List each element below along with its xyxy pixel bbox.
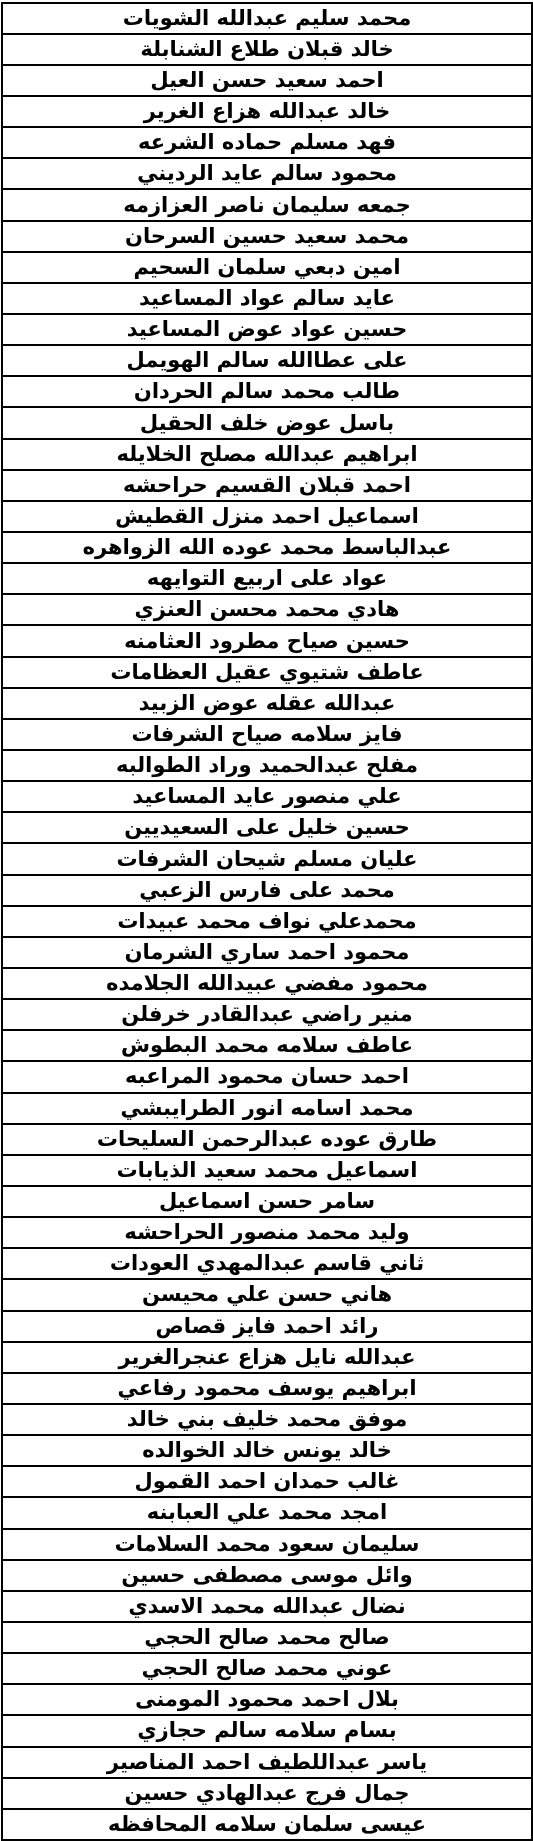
table-row — [3, 906, 532, 937]
table-row — [3, 1622, 532, 1653]
name-cell: خالد قبلان طلاع الشنابلة — [3, 34, 532, 65]
table-row — [3, 1030, 532, 1061]
table-row — [3, 1653, 532, 1684]
table-row — [3, 1497, 532, 1528]
name-cell: عليان مسلم شيحان الشرفات — [3, 843, 532, 874]
table-row — [3, 1093, 532, 1124]
name-cell: حسين عواد عوض المساعيد — [3, 314, 532, 345]
table-row — [3, 345, 532, 376]
name-cell: محمود احمد ساري الشرمان — [3, 937, 532, 968]
name-cell: هاني حسن علي محيسن — [3, 1279, 532, 1310]
table-row — [3, 875, 532, 906]
name-cell: صالح محمد صالح الحجي — [3, 1622, 532, 1653]
name-cell: وليد محمد منصور الحراحشه — [3, 1217, 532, 1248]
table-row — [3, 719, 532, 750]
name-cell: حسين خليل على السعيديين — [3, 812, 532, 843]
name-cell: وائل موسى مصطفى حسين — [3, 1560, 532, 1591]
table-row — [3, 812, 532, 843]
table-row — [3, 376, 532, 407]
name-cell: سليمان سعود محمد السلامات — [3, 1529, 532, 1560]
name-cell: باسل عوض خلف الحقيل — [3, 407, 532, 438]
name-cell: امين دبعي سلمان السحيم — [3, 252, 532, 283]
name-cell: على عطاالله سالم الهويمل — [3, 345, 532, 376]
table-row — [3, 657, 532, 688]
table-row — [3, 1279, 532, 1310]
table-row — [3, 501, 532, 532]
table-row — [3, 1404, 532, 1435]
table-row — [3, 1186, 532, 1217]
table-row — [3, 1061, 532, 1092]
name-cell: هادي محمد محسن العنزي — [3, 594, 532, 625]
name-cell: فايز سلامه صياح الشرفات — [3, 719, 532, 750]
name-cell: موفق محمد خليف بني خالد — [3, 1404, 532, 1435]
table-row — [3, 127, 532, 158]
name-cell: عبدالباسط محمد عوده الله الزواهره — [3, 532, 532, 563]
names-table-body — [3, 4, 532, 1840]
name-cell: عايد سالم عواد المساعيد — [3, 283, 532, 314]
table-row — [3, 1124, 532, 1155]
name-cell: محمد سعيد حسين السرحان — [3, 221, 532, 252]
table-row — [3, 96, 532, 127]
name-cell: خالد يونس خالد الخوالده — [3, 1435, 532, 1466]
name-cell: عيسى سلمان سلامه المحافظه — [3, 1809, 532, 1840]
name-cell: فهد مسلم حماده الشرعه — [3, 127, 532, 158]
name-cell: علي منصور عايد المساعيد — [3, 781, 532, 812]
name-cell: احمد سعيد حسن العيل — [3, 65, 532, 96]
table-row — [3, 189, 532, 220]
table-row — [3, 314, 532, 345]
name-cell: ابراهيم عبدالله مصلح الخلايله — [3, 439, 532, 470]
table-row — [3, 1248, 532, 1279]
table-row — [3, 470, 532, 501]
table-row — [3, 439, 532, 470]
table-row — [3, 563, 532, 594]
name-cell: محمد اسامه انور الطرايبشي — [3, 1093, 532, 1124]
table-row — [3, 1311, 532, 1342]
table-row — [3, 625, 532, 656]
name-cell: عبدالله عقله عوض الزبيد — [3, 688, 532, 719]
table-row — [3, 1747, 532, 1778]
table-row — [3, 283, 532, 314]
name-cell: جمال فرج عبدالهادي حسين — [3, 1778, 532, 1809]
table-row — [3, 1684, 532, 1715]
table-row — [3, 968, 532, 999]
table-row — [3, 1373, 532, 1404]
table-row — [3, 221, 532, 252]
name-cell: منير راضي عبدالقادر خرفلن — [3, 999, 532, 1030]
name-cell: طارق عوده عبدالرحمن السليحات — [3, 1124, 532, 1155]
table-row — [3, 750, 532, 781]
table-row — [3, 532, 532, 563]
name-cell: محمود سالم عايد الرديني — [3, 158, 532, 189]
name-cell: احمد حسان محمود المراعبه — [3, 1061, 532, 1092]
table-row — [3, 1217, 532, 1248]
name-cell: طالب محمد سالم الحردان — [3, 376, 532, 407]
table-row — [3, 1342, 532, 1373]
table-row — [3, 1435, 532, 1466]
name-cell: مفلح عبدالحميد وراد الطوالبه — [3, 750, 532, 781]
name-cell: عواد على اربيع التوايهه — [3, 563, 532, 594]
name-cell: عاطف سلامه محمد البطوش — [3, 1030, 532, 1061]
table-row — [3, 1809, 532, 1840]
name-cell: محمد على فارس الزعبي — [3, 875, 532, 906]
name-cell: محمدعلي نواف محمد عبيدات — [3, 906, 532, 937]
name-cell: امجد محمد علي العبابنه — [3, 1497, 532, 1528]
table-row — [3, 1529, 532, 1560]
name-cell: ياسر عبداللطيف احمد المناصير — [3, 1747, 532, 1778]
name-cell: ابراهيم يوسف محمود رفاعي — [3, 1373, 532, 1404]
table-row — [3, 34, 532, 65]
table-row — [3, 1466, 532, 1497]
table-row — [3, 65, 532, 96]
table-row — [3, 407, 532, 438]
table-row — [3, 1715, 532, 1746]
table-row — [3, 937, 532, 968]
name-cell: محمد سليم عبدالله الشويات — [3, 4, 532, 34]
table-row — [3, 1560, 532, 1591]
table-row — [3, 4, 532, 34]
name-cell: محمود مفضي عبيدالله الجلامده — [3, 968, 532, 999]
name-cell: خالد عبدالله هزاع الغرير — [3, 96, 532, 127]
table-row — [3, 999, 532, 1030]
table-row — [3, 1591, 532, 1622]
name-cell: بسام سلامه سالم حجازي — [3, 1715, 532, 1746]
table-row — [3, 1778, 532, 1809]
names-sheet — [1, 2, 533, 1841]
name-cell: اسماعيل احمد منزل القطيش — [3, 501, 532, 532]
name-cell: عاطف شتيوي عقيل العظامات — [3, 657, 532, 688]
name-cell: اسماعيل محمد سعيد الذيابات — [3, 1155, 532, 1186]
name-cell: نضال عبدالله محمد الاسدي — [3, 1591, 532, 1622]
name-cell: بلال احمد محمود المومنى — [3, 1684, 532, 1715]
names-table — [3, 4, 533, 1841]
table-row — [3, 843, 532, 874]
name-cell: عبدالله نايل هزاع عنجرالغرير — [3, 1342, 532, 1373]
name-cell: سامر حسن اسماعيل — [3, 1186, 532, 1217]
table-row — [3, 594, 532, 625]
table-row — [3, 158, 532, 189]
name-cell: ثاني قاسم عبدالمهدي العودات — [3, 1248, 532, 1279]
name-cell: عوني محمد صالح الحجي — [3, 1653, 532, 1684]
table-row — [3, 781, 532, 812]
name-cell: غالب حمدان احمد القمول — [3, 1466, 532, 1497]
name-cell: حسين صياح مطرود العثامنه — [3, 625, 532, 656]
name-cell: احمد قبلان القسيم حراحشه — [3, 470, 532, 501]
table-row — [3, 688, 532, 719]
table-row — [3, 252, 532, 283]
name-cell: رائد احمد فايز قصاص — [3, 1311, 532, 1342]
table-row — [3, 1155, 532, 1186]
name-cell: جمعه سليمان ناصر العزازمه — [3, 189, 532, 220]
